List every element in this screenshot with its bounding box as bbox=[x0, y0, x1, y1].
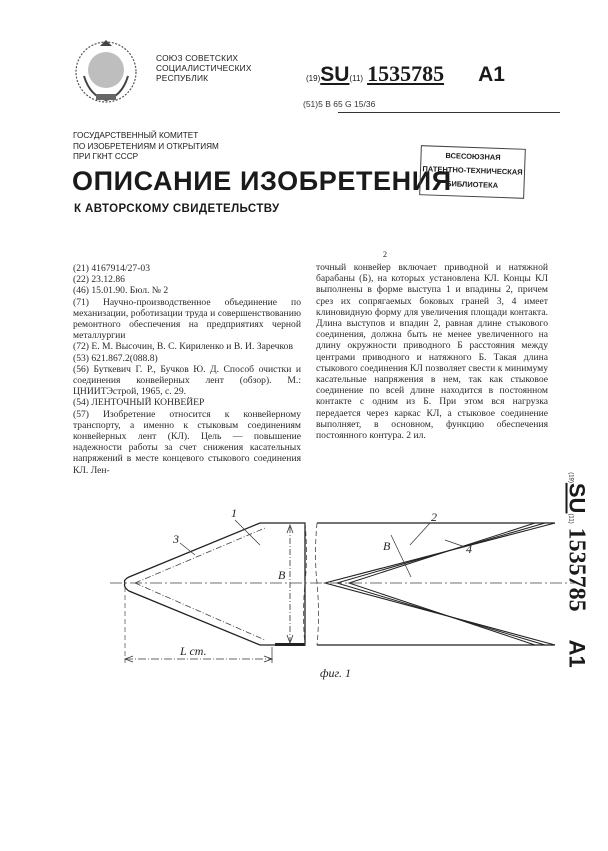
recess-edge bbox=[349, 523, 535, 645]
divider bbox=[338, 112, 560, 113]
break-line bbox=[316, 523, 319, 645]
document-title: ОПИСАНИЕ ИЗОБРЕТЕНИЯ bbox=[72, 166, 452, 196]
abstract-continued: точный конвейер включает приводной и натяжной барабаны (Б), на которых установлена КЛ. Концы КЛ выполнены в форме выступа 1 и впадины 2, причем срез их сопрягаемых боковых граней 3, 4 имеет клиновидную форму для увеличения площади контакта. Длина выступов и впадин 2, равная длине стыкового соединения, должна быть не менее увеличенного на длину окружности приводного Б расстояния между центрами приводного и натяжного Б. Такая длина стыкового соединения КЛ позволяет свести к минимуму касательные напряжения в нем, так как стыковое соединение по всей длине находится в постоянном контакте с одним из Б. При этом вся нагрузка передается через каркас КЛ, а стыковое соединение выполняет, в основном, функцию обеспечения постоянного контура. 2 ил. bbox=[316, 262, 548, 442]
label-3: 3 bbox=[173, 532, 179, 546]
recess-edge bbox=[325, 523, 555, 645]
country-code-label: (19) bbox=[306, 74, 321, 83]
figure-1 bbox=[105, 495, 585, 695]
union-name bbox=[156, 53, 252, 83]
label-1: 1 bbox=[231, 506, 237, 520]
applicant: (71) Научно-производственное объединение по механизации, роботизации труда и совершенствованию ремонтного обеспечения на предприятиях черной металлургии bbox=[73, 296, 301, 342]
leader-line bbox=[410, 523, 430, 545]
bevel-line bbox=[135, 528, 265, 583]
committee-line: ПО ИЗОБРЕТЕНИЯМ И ОТКРЫТИЯМ bbox=[73, 141, 219, 151]
stamp-line: ВСЕСОЮЗНАЯ bbox=[445, 151, 501, 162]
bevel-line bbox=[135, 583, 265, 640]
stamp-line: БИБЛИОТЕКА bbox=[445, 179, 499, 190]
document-subtitle: К АВТОРСКОМУ СВИДЕТЕЛЬСТВУ bbox=[74, 203, 280, 215]
publication-date: (46) 15.01.90. Бюл. № 2 bbox=[73, 285, 169, 297]
country: SU bbox=[564, 482, 590, 514]
country-code-label: (19) bbox=[567, 472, 574, 483]
leader-line bbox=[445, 540, 465, 547]
invention-title: (54) ЛЕНТОЧНЫЙ КОНВЕЙЕР bbox=[73, 397, 205, 409]
ussr-emblem-icon bbox=[70, 36, 142, 108]
number-code-label: (11) bbox=[567, 513, 574, 524]
library-stamp bbox=[419, 145, 526, 199]
label-length: L ст. bbox=[180, 644, 207, 658]
label-width: В bbox=[278, 568, 286, 582]
kind-code: A1 bbox=[564, 639, 590, 668]
union-line: СОЮЗ СОВЕТСКИХ bbox=[156, 53, 239, 63]
committee bbox=[73, 131, 219, 163]
application-number: (21) 4167914/27-03 bbox=[73, 263, 151, 274]
figure-caption: фиг. 1 bbox=[320, 666, 352, 680]
references: (56) Буткевич Г. Р., Бучков Ю. Д. Способ очистки и соединения конвейерных лент (обзор). М.: ЦНИИТЭстрой, 1965, с. 29. bbox=[73, 363, 301, 398]
committee-line: ПРИ ГКНТ СССР bbox=[73, 152, 139, 161]
union-line: РЕСПУБЛИК bbox=[156, 73, 209, 83]
patent-number: 1535785 bbox=[563, 527, 590, 612]
inventors: (72) Е. М. Высочин, В. С. Кириленко и В. И. Заречков bbox=[73, 341, 293, 353]
stamp-line: ПАТЕНТНО-ТЕХНИЧЕСКАЯ bbox=[422, 164, 523, 177]
abstract-start: (57) Изобретение относится к конвейерному транспорту, а именно к стыковым соединениям конвейерных лент (КЛ). Цель — повышение надежности работы за счет снижения касательных напряжений в месте концевого стыкового соединения КЛ. Лен- bbox=[73, 408, 301, 476]
kind-code: A1 bbox=[478, 63, 505, 86]
udc-code: (53) 621.867.2(088.8) bbox=[73, 352, 158, 364]
patent-number: 1535785 bbox=[367, 61, 445, 86]
bibliographic-column bbox=[73, 263, 301, 476]
union-line: СОЦИАЛИСТИЧЕСКИХ bbox=[156, 63, 252, 73]
filing-date: (22) 23.12.86 bbox=[73, 274, 125, 286]
recess-edge bbox=[337, 523, 545, 645]
label-2: 2 bbox=[431, 510, 437, 524]
committee-line: ГОСУДАРСТВЕННЫЙ КОМИТЕТ bbox=[73, 131, 199, 140]
belt-joint-drawing bbox=[105, 495, 585, 695]
leader-line bbox=[235, 520, 260, 545]
leader-line bbox=[391, 535, 411, 577]
protrusion-outline bbox=[125, 523, 306, 645]
country: SU bbox=[320, 63, 350, 86]
label-width-2: В bbox=[383, 539, 391, 553]
label-4: 4 bbox=[466, 542, 472, 556]
abstract-column bbox=[316, 262, 548, 441]
column-number: 2 bbox=[383, 250, 387, 259]
number-code-label: (11) bbox=[349, 74, 364, 83]
ipc-classification: (51)5 B 65 G 15/36 bbox=[303, 99, 376, 109]
publication-number bbox=[306, 61, 556, 87]
